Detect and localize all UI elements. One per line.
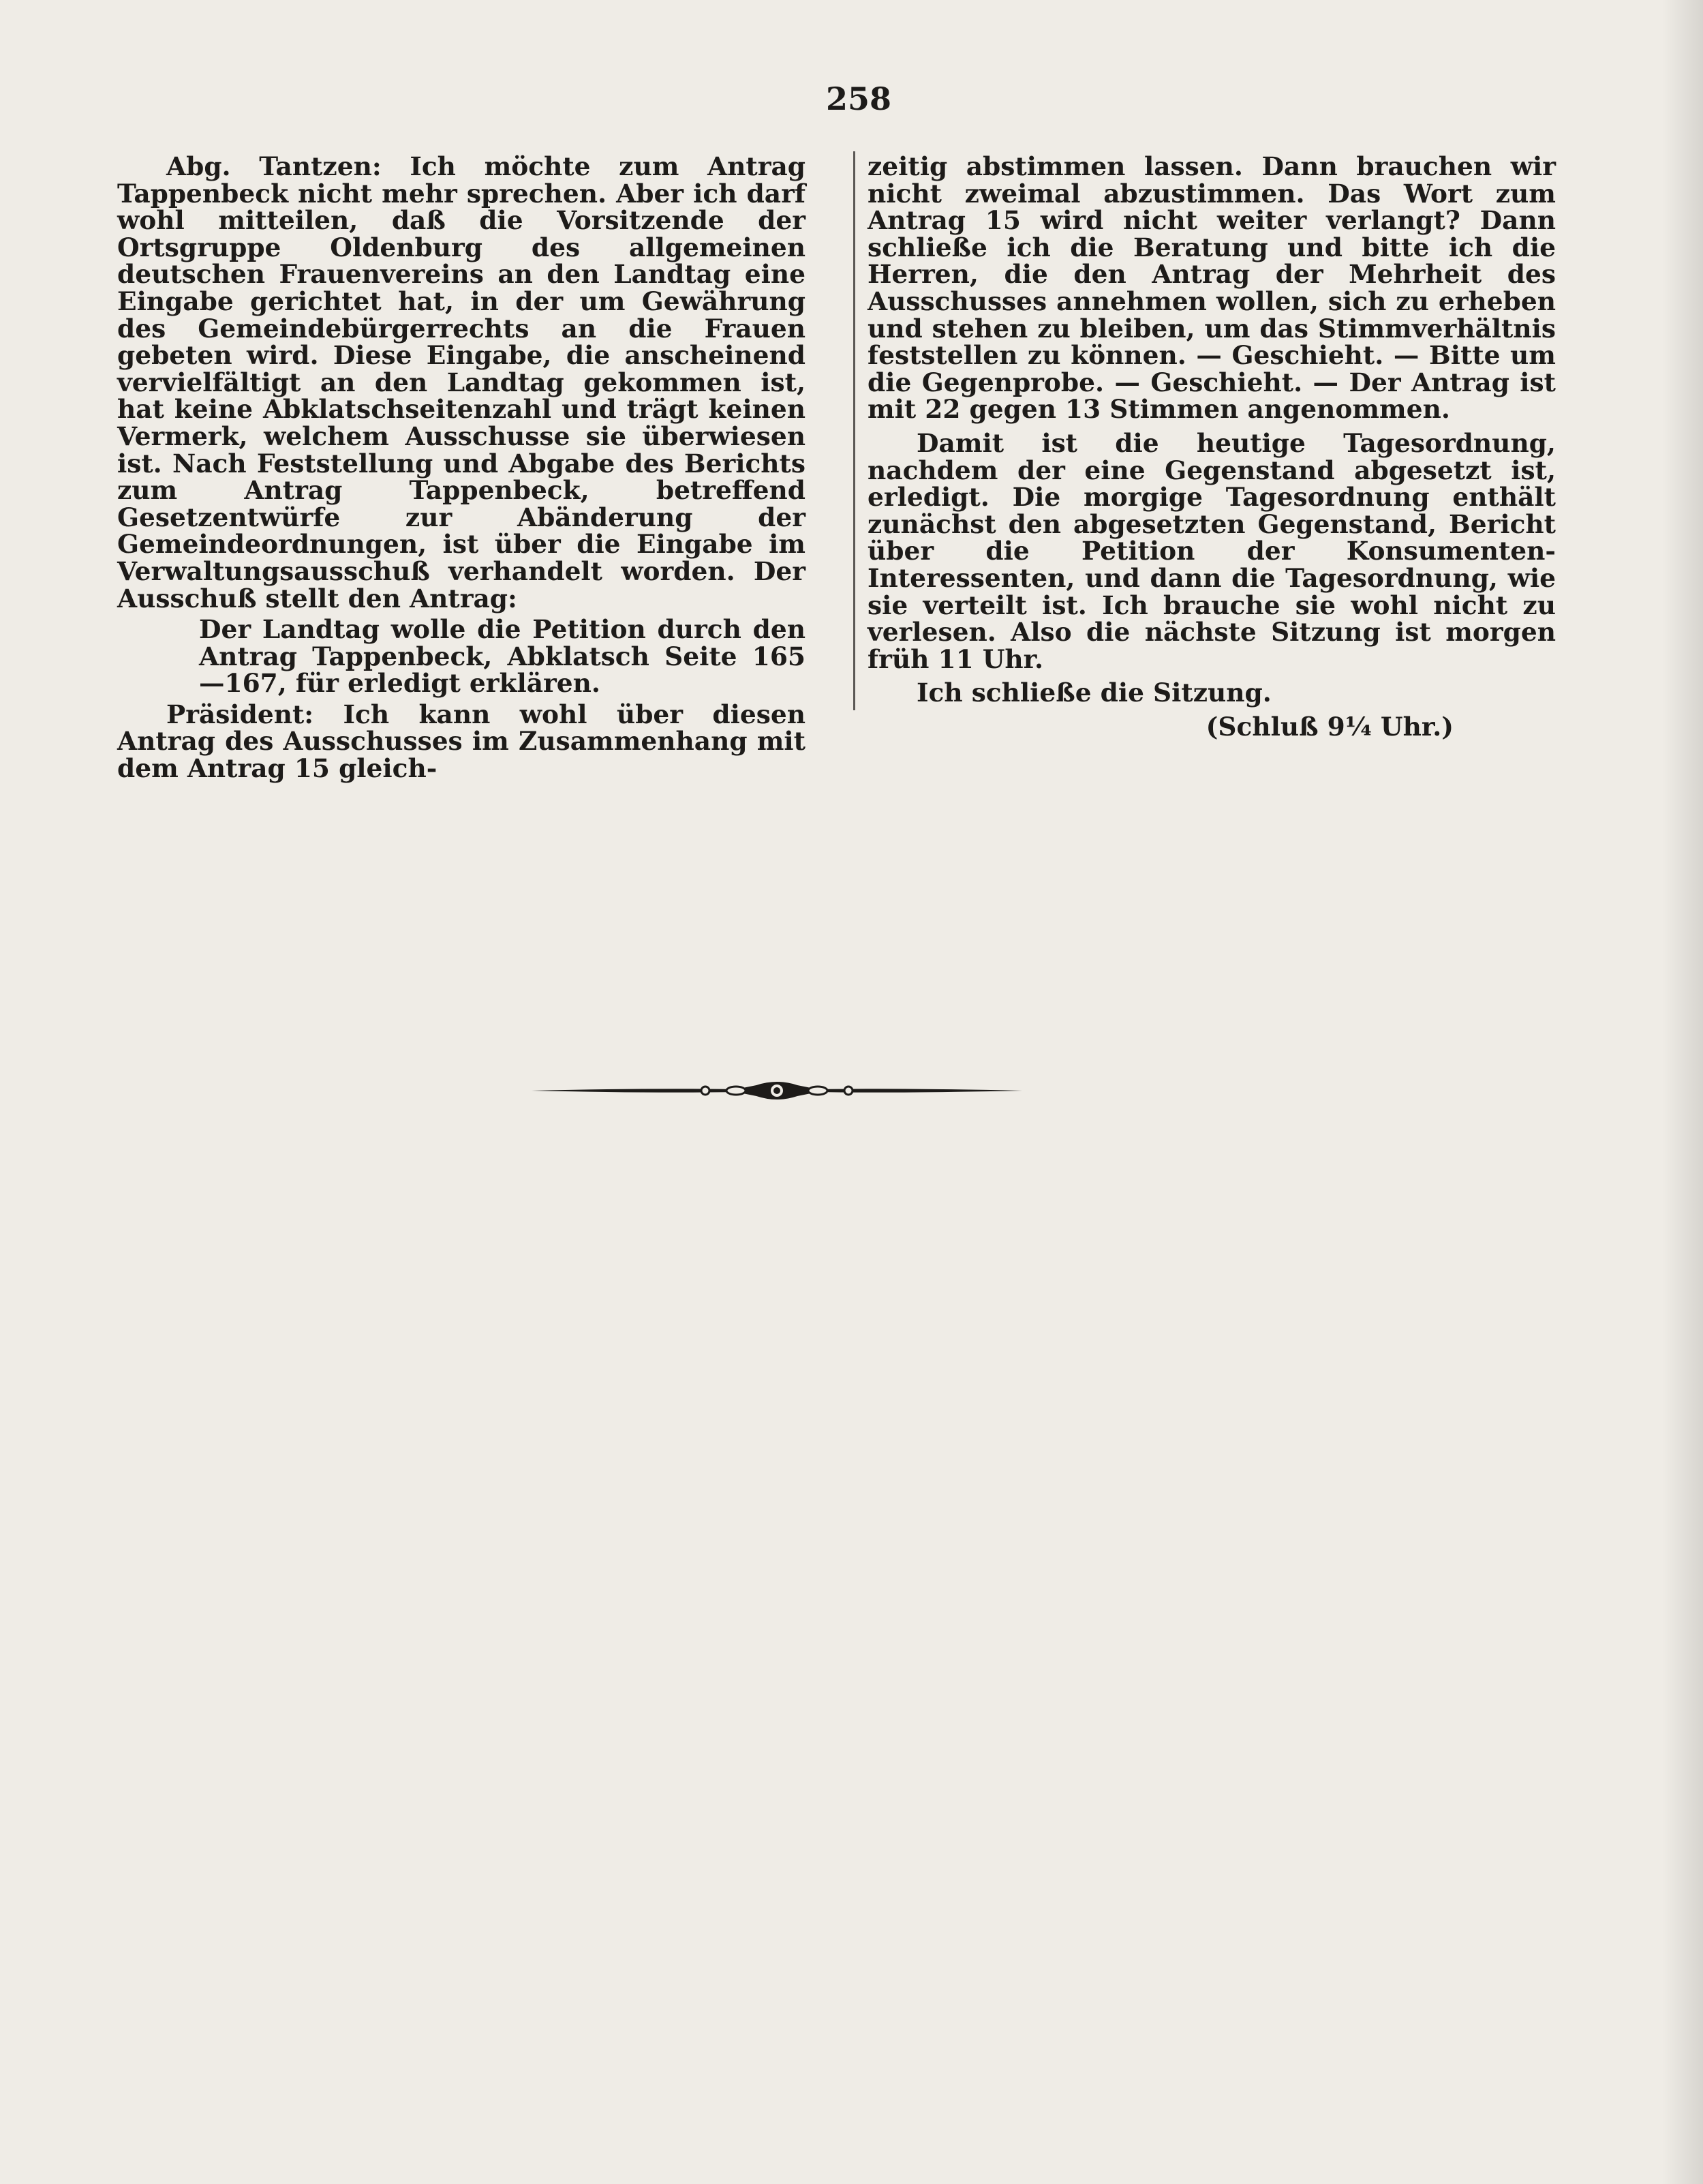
motion-text: Der Landtag wolle die Petition durch den Antrag Tappenbeck, Abklatsch Seite 165—167, für erledigt erklären. xyxy=(199,614,806,699)
paragraph-closing: Ich schließe die Sitzung. xyxy=(917,678,1272,708)
left-column xyxy=(117,153,806,783)
page-number: 258 xyxy=(825,80,892,117)
speaker-name: Präsident: xyxy=(166,699,314,729)
paragraph-vote: zeitig abstimmen lassen. Dann brauchen wir nicht zweimal abzustimmen. Das Wort zum Antrag 15 wird nicht weiter verlangt? Dann schließe ich die Beratung und bitte ich die Herren, die den Antrag der Mehrheit des Ausschusses annehmen wollen, sich zu erheben und stehen zu bleiben, um das Stimmverhältnis feststellen zu können. — Geschieht. — Bitte um die Gegenprobe. — Geschieht. — Der Antrag ist mit 22 gegen 13 Stimmen angenommen. xyxy=(868,151,1556,425)
paragraph-president xyxy=(117,701,806,783)
motion-quote xyxy=(117,616,806,697)
right-column xyxy=(868,153,1556,740)
page-edge-shadow xyxy=(1662,0,1703,2184)
paragraph-text: Ich kann wohl über diesen Antrag des Ausschusses im Zusammenhang mit dem Antrag 15 gleich- xyxy=(117,699,806,784)
paragraph-tantzen xyxy=(117,153,806,612)
column-divider xyxy=(853,151,855,710)
paragraph-agenda: Damit ist die heutige Tagesordnung, nachdem der eine Gegenstand abgesetzt ist, erledigt. Die morgige Tagesordnung enthält zunächst den abgesetzten Gegenstand, Bericht über die Petition der Konsumenten-Interessenten, und dann die Tagesordnung, wie sie verteilt ist. Ich brauche sie wohl nicht zu verlesen. Also die nächste Sitzung ist morgen früh 11 Uhr. xyxy=(868,427,1556,674)
session-end-time: (Schluß 9¼ Uhr.) xyxy=(1206,711,1454,742)
end-of-session-ornament xyxy=(532,1073,1022,1108)
paragraph-text: Ich möchte zum Antrag Tappenbeck nicht mehr sprechen. Aber ich darf wohl mitteilen, daß die Vorsitzende der Ortsgruppe Oldenburg des allgemeinen deutschen Frauenvereins an den Landtag eine Eingabe gerichtet hat, in der um Gewährung des Gemeindebürgerrechts an die Frauen gebeten wird. Diese Eingabe, die anscheinend vervielfältigt an den Landtag gekommen ist, hat keine Abklatschseitenzahl und trägt keinen Vermerk, welchem Ausschusse sie überwiesen ist. Nach Feststellung und Abgabe des Berichts zum Antrag Tappenbeck, betreffend Gesetzentwürfe zur Abänderung der Gemeindeordnungen, ist über die Eingabe im Verwaltungsausschuß verhandelt worden. Der Ausschuß stellt den Antrag: xyxy=(117,151,806,613)
speaker-name: Abg. Tantzen: xyxy=(166,151,382,181)
